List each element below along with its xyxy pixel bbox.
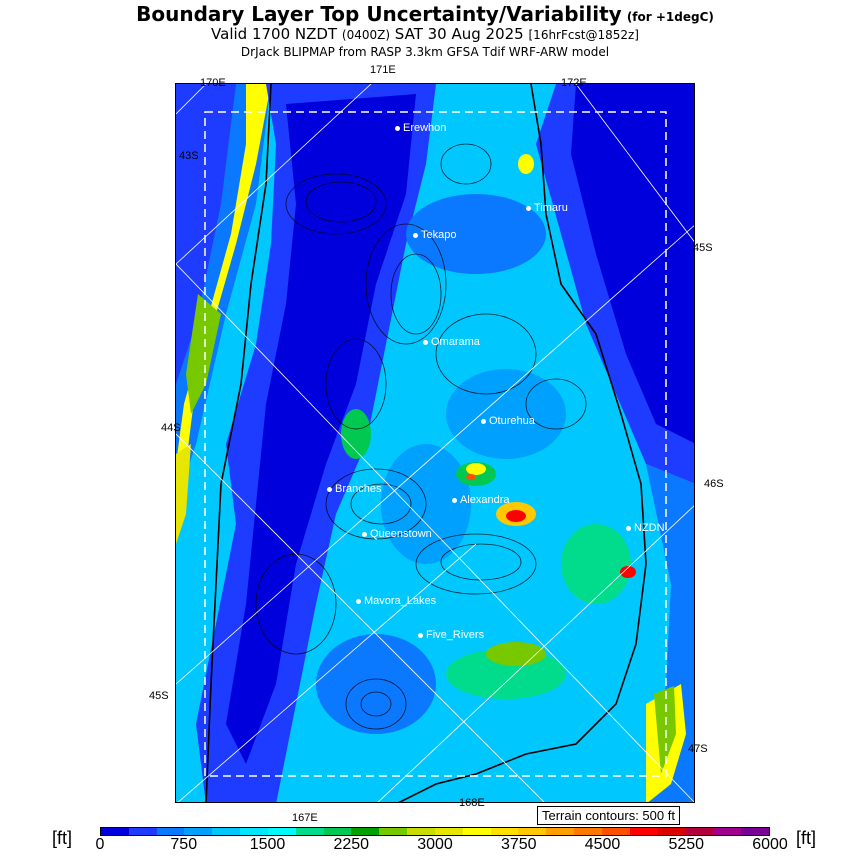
- grid-label-43s: 43S: [179, 150, 199, 162]
- colorbar-swatch: [741, 828, 769, 835]
- colorbar-swatch: [240, 828, 268, 835]
- grid-label-168e: 168E: [459, 797, 485, 809]
- colorbar-swatch: [630, 828, 658, 835]
- valid-time-line: [0, 25, 850, 43]
- colorbar-tick-label: 5250: [668, 836, 705, 853]
- colorbar-swatch: [713, 828, 741, 835]
- grid-label-46s: 46S: [704, 478, 724, 490]
- valid-prefix: Valid 1700 NZDT: [211, 25, 338, 43]
- grid-label-47s: 47S: [688, 743, 708, 755]
- colorbar-swatch: [407, 828, 435, 835]
- town-five-rivers: Five_Rivers: [418, 629, 484, 641]
- colorbar-swatch: [157, 828, 185, 835]
- forecast-note: [16hrFcst@1852z]: [528, 28, 639, 42]
- valid-date: SAT 30 Aug 2025: [394, 25, 524, 43]
- town-branches: Branches: [327, 483, 381, 495]
- colorbar-swatch: [351, 828, 379, 835]
- town-nzdn: NZDN: [626, 522, 665, 534]
- grid-label-167e: 167E: [292, 812, 318, 824]
- colorbar-swatch: [518, 828, 546, 835]
- colorbar-swatch: [296, 828, 324, 835]
- title-note: (for +1degC): [626, 10, 714, 24]
- town-marker-icon: [526, 206, 531, 211]
- colorbar-tick-label: 2250: [333, 836, 370, 853]
- colorbar-swatch: [463, 828, 491, 835]
- colorbar-tick-label: 3000: [417, 836, 453, 853]
- colorbar-tick-label: 4500: [584, 836, 621, 853]
- grid-label-170e: 170E: [200, 77, 226, 89]
- town-marker-icon: [481, 419, 486, 424]
- colorbar-swatch: [685, 828, 713, 835]
- model-line: DrJack BLIPMAP from RASP 3.3km GFSA Tdif WRF-ARW model: [240, 45, 610, 59]
- valid-utc: (0400Z): [341, 28, 391, 42]
- terrain-contours-note: Terrain contours: 500 ft: [537, 806, 680, 825]
- town-marker-icon: [356, 599, 361, 604]
- grid-label-172e: 172E: [561, 77, 587, 89]
- town-marker-icon: [395, 126, 400, 131]
- town-omarama: Omarama: [423, 336, 480, 348]
- colorbar-swatch: [212, 828, 240, 835]
- town-marker-icon: [362, 532, 367, 537]
- town-marker-icon: [423, 340, 428, 345]
- town-marker-icon: [452, 498, 457, 503]
- map-panel: [175, 83, 695, 803]
- title-main: Boundary Layer Top Uncertainty/Variability: [136, 2, 622, 26]
- colorbar-swatch: [129, 828, 157, 835]
- map-title: [0, 2, 850, 26]
- colorbar-unit-left: [ft]: [52, 828, 73, 848]
- town-marker-icon: [413, 233, 418, 238]
- town-timaru: Timaru: [526, 202, 568, 214]
- town-marker-icon: [626, 526, 631, 531]
- colorbar: [100, 827, 770, 836]
- colorbar-swatch: [435, 828, 463, 835]
- grid-label-45s-west: 45S: [149, 690, 169, 702]
- map-field: [176, 84, 695, 803]
- colorbar-tick-label: 0: [95, 836, 105, 853]
- grid-label-44s: 44S: [161, 422, 181, 434]
- colorbar-unit-right: [ft]: [796, 828, 817, 848]
- town-queenstown: Queenstown: [362, 528, 432, 540]
- grid-label-171e: 171E: [370, 64, 396, 76]
- colorbar-tick-label: 3750: [500, 836, 537, 853]
- grid-label-45s-east: 45S: [693, 242, 713, 254]
- colorbar-swatch: [268, 828, 296, 835]
- town-erewhon: Erewhon: [395, 122, 446, 134]
- colorbar-swatch: [658, 828, 686, 835]
- colorbar-swatch: [574, 828, 602, 835]
- colorbar-tick-label: 1500: [249, 836, 286, 853]
- town-tekapo: Tekapo: [413, 229, 456, 241]
- colorbar-swatch: [546, 828, 574, 835]
- colorbar-swatch: [184, 828, 212, 835]
- town-marker-icon: [418, 633, 423, 638]
- town-alexandra: Alexandra: [452, 494, 510, 506]
- town-marker-icon: [327, 487, 332, 492]
- colorbar-swatch: [491, 828, 519, 835]
- colorbar-tick-label: 750: [170, 836, 198, 853]
- town-mavora-lakes: Mavora_Lakes: [356, 595, 436, 607]
- colorbar-swatch: [379, 828, 407, 835]
- town-oturehua: Oturehua: [481, 415, 535, 427]
- colorbar-swatch: [101, 828, 129, 835]
- colorbar-swatch: [602, 828, 630, 835]
- colorbar-tick-label: 6000: [752, 836, 788, 853]
- colorbar-swatch: [324, 828, 352, 835]
